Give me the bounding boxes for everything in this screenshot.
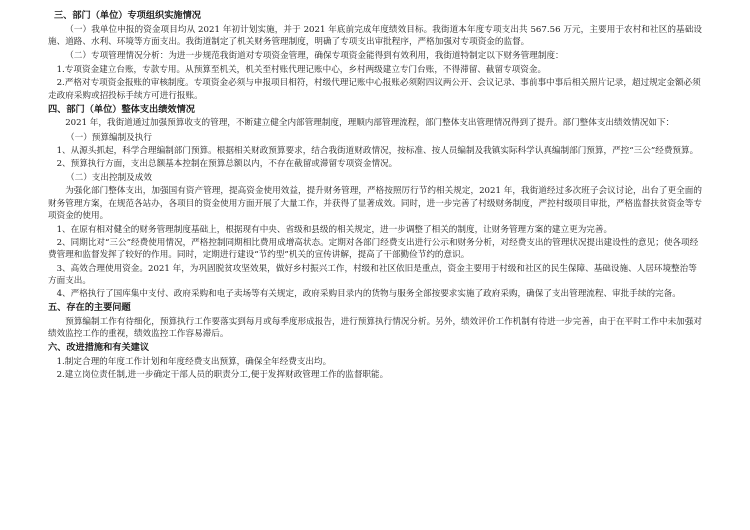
section-3-heading: 三、部门（单位）专项组织实施情况 xyxy=(54,10,201,21)
section-6-list-item: 2.建立岗位责任制,进一步确定干部人员的职责分工,便于发挥财政管理工作的监督职能。 xyxy=(56,370,389,381)
section-6-list xyxy=(48,356,702,381)
section-3-list-item: 2.严格对专项资金报账的审核制度。专项资金必须与申报项目相符，村级代理记账中心报账必须附四议两公开、会议记录、事前事中事后相关照片记录，超过规定金额必须走政府采购或招投标手续方可进行报账。 xyxy=(48,78,701,101)
section-4-sub1-list xyxy=(48,145,702,170)
section-4-heading: 四、部门（单位）整体支出绩效情况 xyxy=(48,103,195,115)
section-4-sub2-item: 4、严格执行了国库集中支付、政府采购和电子卖场等有关规定，政府采购目录内的货物与服务全部按要求实施了政府采购，确保了支出管理流程、审批手续的完备。 xyxy=(56,289,681,300)
section-4-sub2-item: 3、高效合理使用资金。2021 年，为巩固脱贫攻坚效果，做好乡村振兴工作，村级和社区依旧是重点，资金主要用于村级和社区的民生保障、基础设施、人居环境整治等方面支出。 xyxy=(48,263,697,286)
section-5-paragraph: 预算编制工作有待细化，预算执行工作要落实到每月或每季度形成报告，进行预算执行情况分析。另外，绩效评价工作机制有待进一步完善，由于在平时工作中未加强对绩效监控工作的重视，绩效监控工作容易滞后。 xyxy=(48,316,702,340)
section-6-list-item: 1.制定合理的年度工作计划和年度经费支出预算，确保全年经费支出均。 xyxy=(56,356,332,367)
section-4-paragraph-1: 2021 年，我街道通过加强预算收支的管理，不断建立健全内部管理制度，理顺内部管理流程，部门整体支出管理情况得到了提升。部门整体支出绩效情况如下： xyxy=(65,118,675,129)
section-6-heading: 六、改进措施和有关建议 xyxy=(48,342,150,354)
section-3-list xyxy=(48,64,702,102)
section-4-sub2-paragraph: 为强化部门整体支出，加强国有资产管理，提高资金使用效益，提升财务管理，严格按照厉行节约相关规定，2021 年，我街道经过多次班子会议讨论，出台了更全面的财务管理方案，在规范各站办，各项目的资金使用方面开展了大量工作，并获得了显著成效。同时，进一步完善了村级财务制度，严控村级项目审批，严格监督扶贫资金等专项资金的使用。 xyxy=(48,186,702,221)
section-4-sub1-item: 1、从源头抓起，科学合理编制部门预算。根据相关财政预算要求，结合我街道财政情况，按标准、按人员编制及我镇实际科学认真编制部门预算，严控“三公”经费预算。 xyxy=(56,145,699,156)
section-4-sub2-item: 2、同期比对“三公”经费使用情况，严格控制同期相比费用成增高状态。定期对各部门经费支出进行公示和财务分析，对经费支出的管理状况提出建设性的意见；使各项经费管理和监督发挥了较好的作用。同时，定期进行建设“节约型”机关的宣传讲解，提高了干部勤俭节约的意识。 xyxy=(48,238,699,261)
section-3-list-item: 1.专项资金建立台账，专款专用。从预算至机关，机关至村账代理记账中心，乡村两级建立专门台账，不得滞留、截留专项资金。 xyxy=(56,65,547,76)
section-3-paragraph-2: （二）专项管理情况分析：为进一步规范我街道对专项资金管理，确保专项资金能得到有效利用，我街道特制定以下财务管理制度： xyxy=(65,51,564,61)
section-4-subheading-2: （二）支出控制及成效 xyxy=(66,173,152,184)
section-5-heading: 五、存在的主要问题 xyxy=(48,302,131,314)
section-3-paragraph-1: （一）我单位申报的资金项目均从 2021 年初计划实施，并于 2021 年底前完成年度绩效目标。我街道本年度专项支出共 567.56 万元，主要用于农村和社区的基础设施、道路、水利、环境等方面支出。我街道制定了机关财务管理制度，明确了专项支出审批程序，严格加强对专项资金的监督。 xyxy=(48,24,702,47)
section-4-subheading-1: （一）预算编制及执行 xyxy=(66,132,152,143)
section-4-sub2-item: 1、在原有相对健全的财务管理制度基础上，根据现有中央、省级和县级的相关规定，进一步调整了相关的制度，让财务管理方案的建立更为完善。 xyxy=(56,225,613,236)
section-4-sub1-item: 2、预算执行方面，支出总额基本控制在预算总额以内，不存在截留或滞留专项资金情况。 xyxy=(56,159,398,170)
section-4-sub2-list xyxy=(48,224,702,300)
